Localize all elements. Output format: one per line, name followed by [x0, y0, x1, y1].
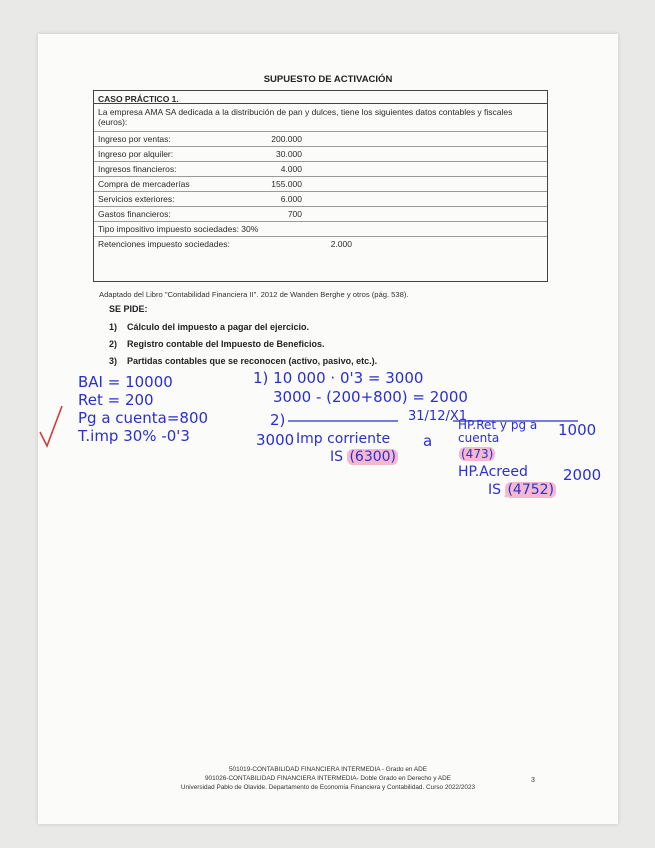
request-number: 1)	[109, 322, 118, 332]
footer-line-3: Universidad Pablo de Olavide. Departamento de Economía Financiera y Contabilidad. Curso 2022/2023	[180, 784, 476, 791]
handwritten-bai: BAI = 10000	[78, 373, 173, 391]
row-label: Retenciones impuesto sociedades:	[98, 239, 230, 249]
row-value: 30.000	[276, 149, 302, 159]
handwritten-calc-1: 1) 10 000 · 0'3 = 3000	[253, 369, 424, 387]
request-text: Cálculo del impuesto a pagar del ejercicio.	[127, 322, 310, 332]
ink-strokes	[38, 34, 618, 824]
document-title: SUPUESTO DE ACTIVACIÓN	[263, 74, 393, 85]
code-highlight: (4752)	[507, 482, 555, 498]
source-note: Adaptado del Libro "Contabilidad Financiera II". 2012 de Wanden Berghe y otros (pág. 538).	[99, 290, 409, 299]
footer-line-1: 501019-CONTABILIDAD FINANCIERA INTERMEDIA - Grado en ADE	[228, 766, 428, 773]
row-value: 6.000	[280, 194, 302, 204]
handwritten-debit-account: Imp corriente	[296, 431, 391, 447]
row-value: 4.000	[280, 164, 302, 174]
row-value: 700	[287, 209, 302, 219]
se-pide-heading: SE PIDE:	[109, 304, 148, 314]
handwritten-entry-date: 31/12/X1	[408, 409, 468, 424]
code-highlight: (6300)	[349, 449, 397, 465]
request-number: 2)	[109, 339, 118, 349]
handwritten-calc-2: 3000 - (200+800) = 2000	[273, 388, 468, 406]
row-label: Gastos financieros:	[98, 209, 171, 219]
handwritten-connector: a	[423, 432, 433, 450]
request-number: 3)	[109, 356, 118, 366]
code-highlight: (473)	[461, 447, 494, 461]
code-prefix: IS	[330, 449, 344, 465]
handwritten-entry-number: 2)	[270, 411, 286, 429]
code-prefix: IS	[488, 482, 502, 498]
handwritten-credit1-account: HP.Ret y pg a cuenta	[458, 418, 538, 445]
row-value: 2.000	[330, 239, 352, 249]
document-page	[38, 34, 618, 824]
row-label: Ingresos financieros:	[98, 164, 177, 174]
row-label: Ingreso por alquiler:	[98, 149, 174, 159]
page-number: 3	[531, 777, 535, 784]
checkmark-icon	[40, 406, 62, 446]
handwritten-tipo-impositivo: T.imp 30% -0'3	[78, 427, 190, 445]
handwritten-credit2-account: HP.Acreed	[458, 464, 528, 480]
case-title: CASO PRÁCTICO 1.	[98, 94, 179, 104]
handwritten-credit1-amount: 1000	[558, 421, 597, 439]
handwritten-credit2-amount: 2000	[563, 466, 602, 484]
row-label: Tipo impositivo impuesto sociedades: 30%	[98, 224, 259, 234]
handwritten-pago-cuenta: Pg a cuenta=800	[78, 409, 209, 427]
row-label: Ingreso por ventas:	[98, 134, 171, 144]
handwritten-ret: Ret = 200	[78, 391, 154, 409]
case-description: La empresa AMA SA dedicada a la distribución de pan y dulces, tiene los siguientes datos contables y fiscales (euros):	[98, 107, 513, 127]
row-label: Compra de mercaderías	[98, 179, 190, 189]
footer-line-2: 901026-CONTABILIDAD FINANCIERA INTERMEDIA- Doble Grado en Derecho y ADE	[204, 775, 451, 782]
handwritten-debit-amount: 3000	[256, 431, 295, 449]
request-text: Partidas contables que se reconocen (activo, pasivo, etc.).	[127, 356, 378, 366]
row-value: 155.000	[271, 179, 302, 189]
pink-dot	[505, 495, 508, 498]
row-label: Servicios exteriores:	[98, 194, 175, 204]
request-text: Registro contable del Impuesto de Beneficios.	[127, 339, 325, 349]
row-value: 200.000	[271, 134, 302, 144]
